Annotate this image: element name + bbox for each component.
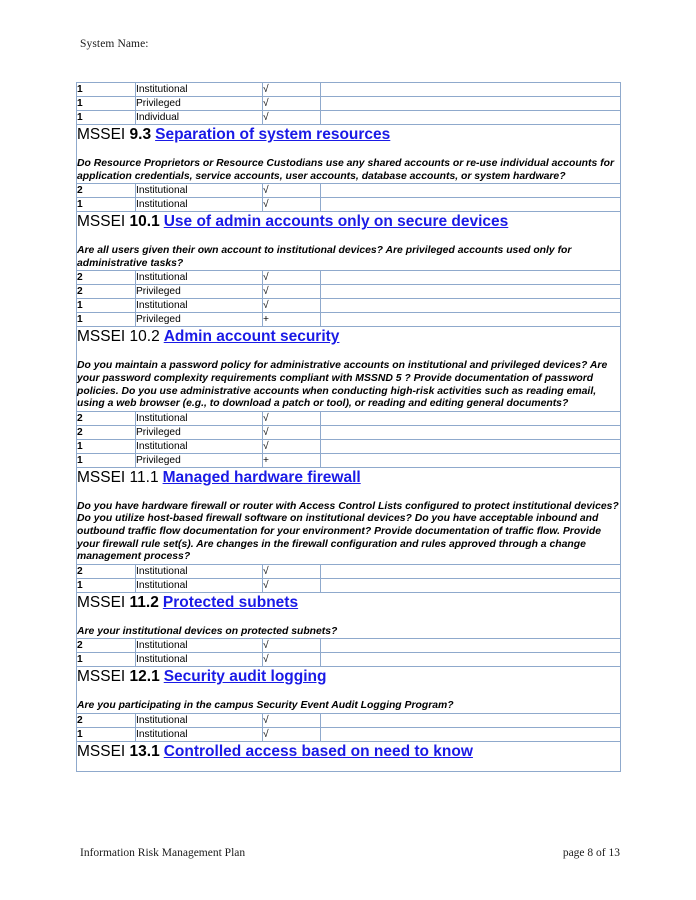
table-row (77, 439, 621, 453)
cell-protection-level: 1 (77, 653, 136, 667)
section-header-row (77, 592, 621, 639)
section-header-cell (77, 592, 621, 639)
section-title (77, 327, 620, 346)
cell-protection-level: 1 (77, 83, 136, 97)
cell-protection-level: 2 (77, 184, 136, 198)
section-standard-prefix: MSSEI (77, 328, 126, 346)
section-title (77, 212, 620, 231)
section-question-text (77, 761, 620, 771)
section-title-link[interactable]: Protected subnets (162, 593, 299, 611)
cell-notes[interactable] (321, 184, 621, 198)
cell-notes[interactable] (321, 285, 621, 299)
section-title (77, 593, 620, 612)
cell-account-type: Institutional (136, 578, 263, 592)
cell-account-type: Privileged (136, 453, 263, 467)
footer-page-number: page 8 of 13 (562, 847, 620, 859)
section-standard-prefix: MSSEI (77, 668, 126, 686)
section-header-cell (77, 125, 621, 184)
page-footer (80, 847, 620, 859)
table-row (77, 184, 621, 198)
cell-account-type: Institutional (136, 271, 263, 285)
check-mark-icon[interactable]: √ (263, 97, 321, 111)
check-mark-icon[interactable]: √ (263, 639, 321, 653)
section-number: 11.2 (129, 593, 159, 611)
cell-account-type: Institutional (136, 639, 263, 653)
section-header-cell (77, 467, 621, 564)
section-title-link[interactable]: Security audit logging (163, 668, 327, 686)
section-number: 10.1 (129, 213, 160, 231)
cell-notes[interactable] (321, 578, 621, 592)
section-title (77, 468, 620, 487)
section-number: 11.1 (129, 468, 159, 486)
table-row (77, 425, 621, 439)
cell-notes[interactable] (321, 453, 621, 467)
cell-notes[interactable] (321, 425, 621, 439)
section-standard-prefix: MSSEI (77, 593, 126, 611)
section-title-link[interactable]: Controlled access based on need to know (163, 742, 473, 760)
cell-notes[interactable] (321, 439, 621, 453)
check-mark-icon[interactable]: √ (263, 713, 321, 727)
section-question-text: Do you have hardware firewall or router with Access Control Lists configured to protect institutional devices? Do you utilize host-based firewall software on institutional devices? Do you have acceptable inbound and outbound traffic flow documentation for your environment? Provide documentation of traffic flow. Provide your firewall rule set(s). Are changes in the firewall configuration and rules approved through a change management process? (77, 500, 619, 563)
cell-protection-level: 1 (77, 299, 136, 313)
check-mark-icon[interactable]: √ (263, 83, 321, 97)
section-question-text: Are all users given their own account to institutional devices? Are privileged accounts used only for administrative tasks? (77, 245, 572, 269)
table-row (77, 83, 621, 97)
cell-account-type: Privileged (136, 97, 263, 111)
cell-protection-level: 1 (77, 198, 136, 212)
table-row (77, 299, 621, 313)
cell-protection-level: 1 (77, 111, 136, 125)
section-standard-prefix: MSSEI (77, 213, 126, 231)
section-title-link[interactable]: Admin account security (163, 328, 340, 346)
section-title-link[interactable]: Separation of system resources (155, 126, 391, 143)
section-number: 9.3 (129, 126, 152, 143)
cell-notes[interactable] (321, 83, 621, 97)
section-header-row (77, 212, 621, 271)
cell-notes[interactable] (321, 713, 621, 727)
section-question-text: Are you participating in the campus Security Event Audit Logging Program? (77, 700, 454, 712)
cell-notes[interactable] (321, 198, 621, 212)
section-header-row (77, 741, 621, 771)
table-row (77, 97, 621, 111)
cell-protection-level: 1 (77, 439, 136, 453)
cell-account-type: Institutional (136, 727, 263, 741)
cell-account-type: Institutional (136, 653, 263, 667)
table-row (77, 198, 621, 212)
table-row (77, 639, 621, 653)
cell-account-type: Institutional (136, 83, 263, 97)
cell-protection-level: 2 (77, 713, 136, 727)
cell-protection-level: 1 (77, 453, 136, 467)
section-header-cell (77, 212, 621, 271)
section-header-row (77, 327, 621, 411)
cell-account-type: Privileged (136, 425, 263, 439)
section-title-link[interactable]: Use of admin accounts only on secure devices (163, 213, 509, 231)
cell-account-type: Institutional (136, 299, 263, 313)
cell-protection-level: 1 (77, 578, 136, 592)
section-question-text: Do you maintain a password policy for administrative accounts on institutional and privileged devices? Are your password complexity requirements compliant with MSSND 5 ? Provide documentation of password policies. Do you use administrative accounts when conducting high-risk activities such as reading email, using a web browser (e.g., to download a patch or tool), or reading and editing general documents? (77, 360, 608, 410)
section-number: 13.1 (129, 742, 160, 760)
check-mark-icon[interactable]: √ (263, 271, 321, 285)
cell-account-type: Institutional (136, 184, 263, 198)
cell-protection-level: 2 (77, 271, 136, 285)
cell-protection-level: 2 (77, 285, 136, 299)
cell-notes[interactable] (321, 313, 621, 327)
section-header-cell (77, 741, 621, 771)
cell-notes[interactable] (321, 653, 621, 667)
table-row (77, 271, 621, 285)
table-row (77, 313, 621, 327)
cell-account-type: Privileged (136, 285, 263, 299)
cell-notes[interactable] (321, 299, 621, 313)
cell-account-type: Institutional (136, 713, 263, 727)
cell-protection-level: 1 (77, 727, 136, 741)
table-row (77, 285, 621, 299)
cell-account-type: Institutional (136, 564, 263, 578)
check-mark-icon[interactable]: √ (263, 564, 321, 578)
check-mark-icon[interactable]: √ (263, 653, 321, 667)
cell-protection-level: 2 (77, 425, 136, 439)
section-number: 10.2 (129, 328, 160, 346)
cell-notes[interactable] (321, 271, 621, 285)
check-mark-icon[interactable]: √ (263, 111, 321, 125)
compliance-checklist-wrapper (76, 82, 620, 772)
cell-account-type: Privileged (136, 313, 263, 327)
cell-notes[interactable] (321, 111, 621, 125)
table-row (77, 653, 621, 667)
cell-notes[interactable] (321, 564, 621, 578)
check-mark-icon[interactable]: √ (263, 299, 321, 313)
section-standard-prefix: MSSEI (77, 126, 126, 143)
cell-account-type: Institutional (136, 411, 263, 425)
check-mark-icon[interactable]: √ (263, 198, 321, 212)
section-standard-prefix: MSSEI (77, 742, 126, 760)
cell-protection-level: 1 (77, 97, 136, 111)
footer-document-title: Information Risk Management Plan (80, 847, 246, 859)
check-mark-icon[interactable]: √ (263, 411, 321, 425)
section-question-text: Do Resource Proprietors or Resource Custodians use any shared accounts or re-use individual accounts for application credentials, service accounts, user accounts, database accounts, or system hardware? (77, 158, 614, 182)
section-header-row (77, 125, 621, 184)
section-header-cell (77, 327, 621, 411)
check-mark-icon[interactable]: √ (263, 425, 321, 439)
page-header-system-name: System Name: (80, 38, 149, 50)
cell-notes[interactable] (321, 727, 621, 741)
table-row (77, 564, 621, 578)
section-standard-prefix: MSSEI (77, 468, 126, 486)
cell-account-type: Individual (136, 111, 263, 125)
table-row (77, 713, 621, 727)
plus-mark-icon[interactable]: + (263, 313, 321, 327)
section-title (77, 667, 620, 686)
cell-protection-level: 2 (77, 411, 136, 425)
cell-protection-level: 1 (77, 313, 136, 327)
check-mark-icon[interactable]: √ (263, 285, 321, 299)
section-title (77, 125, 620, 144)
cell-protection-level: 2 (77, 639, 136, 653)
section-header-row (77, 667, 621, 714)
compliance-checklist-table (76, 82, 621, 772)
table-row (77, 727, 621, 741)
check-mark-icon[interactable]: √ (263, 184, 321, 198)
table-row (77, 453, 621, 467)
cell-account-type: Institutional (136, 439, 263, 453)
table-row (77, 111, 621, 125)
table-row (77, 578, 621, 592)
cell-notes[interactable] (321, 97, 621, 111)
check-mark-icon[interactable]: √ (263, 727, 321, 741)
cell-notes[interactable] (321, 639, 621, 653)
section-question-text: Are your institutional devices on protected subnets? (77, 625, 338, 637)
section-title-link[interactable]: Managed hardware firewall (162, 468, 361, 486)
section-header-row (77, 467, 621, 564)
section-number: 12.1 (129, 668, 160, 686)
cell-notes[interactable] (321, 411, 621, 425)
cell-protection-level: 2 (77, 564, 136, 578)
plus-mark-icon[interactable]: + (263, 453, 321, 467)
checklist-body (77, 83, 621, 772)
check-mark-icon[interactable]: √ (263, 439, 321, 453)
check-mark-icon[interactable]: √ (263, 578, 321, 592)
cell-account-type: Institutional (136, 198, 263, 212)
section-header-cell (77, 667, 621, 714)
table-row (77, 411, 621, 425)
section-title (77, 742, 620, 761)
